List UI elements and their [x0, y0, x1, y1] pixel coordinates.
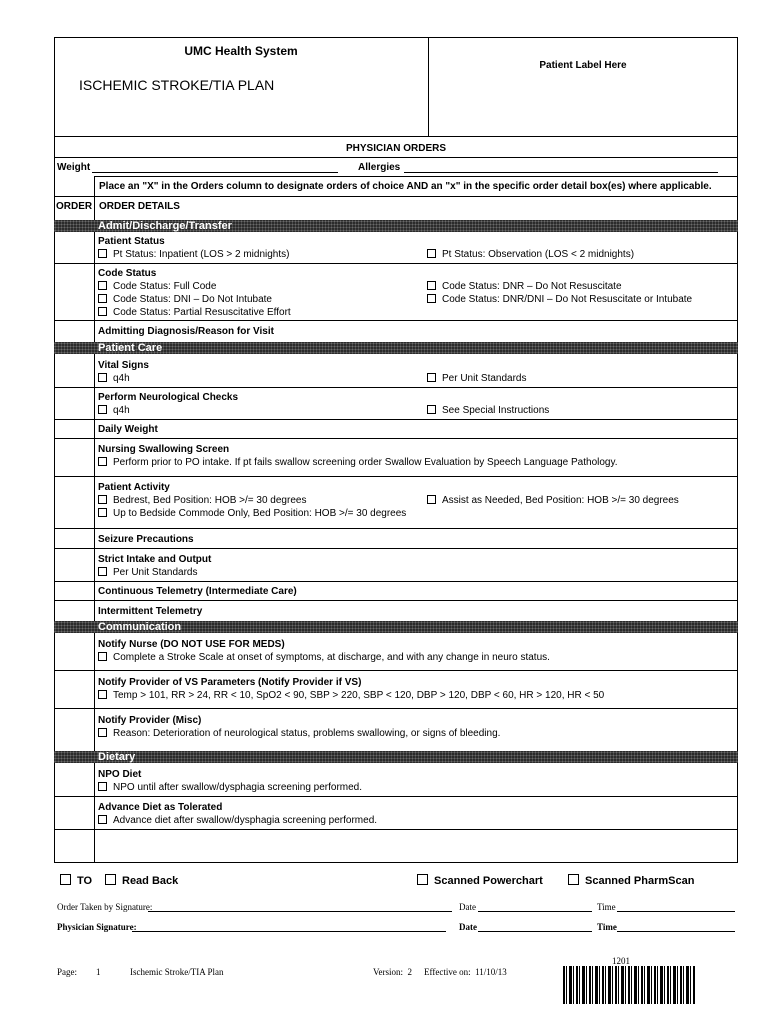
notify-vs-order	[98, 676, 604, 702]
checkbox[interactable]	[568, 874, 579, 885]
scanned-pharmscan-check	[568, 874, 694, 887]
document-name: Ischemic Stroke/TIA Plan	[130, 967, 224, 977]
order-title: Advance Diet as Tolerated	[98, 802, 223, 813]
option-label: Code Status: Partial Resuscitative Effort	[113, 307, 291, 318]
section-band-communication	[54, 621, 738, 633]
section-title: Admit/Discharge/Transfer	[98, 220, 232, 232]
order-column-header: ORDER	[56, 201, 93, 212]
physician-orders-heading: PHYSICIAN ORDERS	[345, 143, 446, 154]
checkbox[interactable]	[427, 405, 436, 414]
checkbox[interactable]	[98, 457, 107, 466]
notify-misc-order	[98, 714, 500, 740]
option-label: q4h	[113, 405, 130, 416]
code-status-order-right	[427, 280, 692, 306]
checkbox[interactable]	[98, 815, 107, 824]
option-label: q4h	[113, 373, 130, 384]
option-label: Code Status: Full Code	[113, 281, 217, 292]
divider	[54, 528, 738, 529]
barcode	[563, 966, 695, 1004]
option-label: Per Unit Standards	[113, 567, 198, 578]
to-label: TO	[77, 875, 93, 887]
neuro-checks-order	[98, 391, 238, 417]
date-label: Date	[459, 922, 477, 932]
checkbox[interactable]	[98, 690, 107, 699]
allergies-field[interactable]	[404, 172, 718, 173]
effective-date: Effective on: 11/10/13	[424, 967, 507, 977]
order-title: Notify Provider (Misc)	[98, 715, 202, 726]
checkbox[interactable]	[98, 294, 107, 303]
order-taken-signature-field[interactable]	[148, 911, 452, 912]
patient-activity-order-right	[427, 494, 679, 507]
checkbox[interactable]	[98, 405, 107, 414]
checkbox[interactable]	[417, 874, 428, 885]
order-title: Notify Nurse (DO NOT USE FOR MEDS)	[98, 639, 285, 650]
code-status-order	[98, 267, 291, 319]
time-field[interactable]	[617, 911, 735, 912]
vital-signs-order-right	[427, 372, 527, 385]
patient-label: Patient Label Here	[539, 60, 627, 71]
order-title: Vital Signs	[98, 360, 149, 371]
checkbox[interactable]	[427, 249, 436, 258]
divider	[54, 263, 738, 264]
details-column-header: ORDER DETAILS	[99, 201, 180, 212]
divider	[54, 438, 738, 439]
physician-signature-label: Physician Signature:	[57, 922, 137, 932]
option-label: Code Status: DNR – Do Not Resuscitate	[442, 281, 622, 292]
option-label: Complete a Stroke Scale at onset of symptoms, at discharge, and with any change in neuro status.	[113, 652, 550, 663]
divider	[54, 548, 738, 549]
section-title: Patient Care	[98, 342, 163, 354]
option-label: Temp > 101, RR > 24, RR < 10, SpO2 < 90, SBP > 220, SBP < 120, DBP > 120, DBP < 60, HR > 120, HR < 50	[113, 690, 605, 701]
time-label: Time	[597, 902, 616, 912]
checkbox[interactable]	[98, 728, 107, 737]
weight-label: Weight	[57, 162, 91, 173]
divider	[94, 176, 738, 177]
checkbox[interactable]	[98, 652, 107, 661]
option-label: NPO until after swallow/dysphagia screening performed.	[113, 782, 363, 793]
section-band-admit	[54, 220, 738, 232]
option-label: Advance diet after swallow/dysphagia screening performed.	[113, 815, 378, 826]
order-title: Code Status	[98, 268, 157, 279]
intermittent-telemetry-order: Intermittent Telemetry	[98, 606, 203, 617]
order-title: Patient Activity	[98, 482, 170, 493]
patient-status-order	[98, 235, 289, 261]
section-band-patient-care	[54, 342, 738, 354]
physician-signature-field[interactable]	[132, 931, 446, 932]
version-label: Version: 2	[373, 967, 412, 977]
checkbox[interactable]	[98, 307, 107, 316]
option-label: Reason: Deterioration of neurological status, problems swallowing, or signs of bleeding.	[113, 728, 501, 739]
order-taken-signature-row	[57, 902, 152, 912]
checkbox[interactable]	[427, 281, 436, 290]
continuous-telemetry-order: Continuous Telemetry (Intermediate Care)	[98, 586, 297, 597]
option-label: Up to Bedside Commode Only, Bed Position: HOB >/= 30 degrees	[113, 508, 407, 519]
option-label: Bedrest, Bed Position: HOB >/= 30 degrees	[113, 495, 307, 506]
advance-diet-order	[98, 801, 377, 827]
checkbox[interactable]	[427, 294, 436, 303]
notify-nurse-order	[98, 638, 550, 664]
order-title: Notify Provider of VS Parameters (Notify Provider if VS)	[98, 677, 362, 688]
section-title: Dietary	[98, 751, 136, 763]
checkbox[interactable]	[427, 373, 436, 382]
option-label: Per Unit Standards	[442, 373, 527, 384]
checkbox[interactable]	[98, 281, 107, 290]
divider	[54, 796, 738, 797]
scanned-powerchart-label: Scanned Powerchart	[434, 875, 543, 887]
checkbox[interactable]	[98, 782, 107, 791]
option-label: Pt Status: Inpatient (LOS > 2 midnights)	[113, 249, 290, 260]
daily-weight-order: Daily Weight	[98, 424, 158, 435]
option-label: Assist as Needed, Bed Position: HOB >/= 30 degrees	[442, 495, 679, 506]
option-label: See Special Instructions	[442, 405, 550, 416]
order-title: Perform Neurological Checks	[98, 392, 239, 403]
order-title: Nursing Swallowing Screen	[98, 444, 230, 455]
divider	[54, 157, 738, 158]
checkbox[interactable]	[98, 567, 107, 576]
divider	[54, 708, 738, 709]
vital-signs-order	[98, 359, 149, 385]
order-title: NPO Diet	[98, 769, 142, 780]
read-back-label: Read Back	[122, 875, 179, 887]
checkbox[interactable]	[427, 495, 436, 504]
scanned-powerchart-check	[417, 874, 543, 887]
section-band-dietary	[54, 751, 738, 763]
instruction-text: Place an "X" in the Orders column to designate orders of choice AND an "x" in the specific order detail box(es) where applicable.	[99, 181, 712, 192]
page-label: Page:	[57, 967, 77, 977]
order-taken-label: Order Taken by Signature:	[57, 902, 153, 912]
admitting-diagnosis-order: Admitting Diagnosis/Reason for Visit	[98, 326, 274, 337]
order-title: Strict Intake and Output	[98, 554, 212, 565]
read-back-check	[105, 874, 178, 887]
divider	[54, 320, 738, 321]
intake-output-order	[98, 553, 211, 579]
section-title: Communication	[98, 621, 182, 633]
plan-title: ISCHEMIC STROKE/TIA PLAN	[79, 77, 275, 93]
divider	[54, 476, 738, 477]
checkbox[interactable]	[98, 249, 107, 258]
option-label: Code Status: DNR/DNI – Do Not Resuscitate or Intubate	[442, 294, 693, 305]
checkbox[interactable]	[98, 495, 107, 504]
patient-activity-order	[98, 481, 406, 520]
to-check	[60, 874, 92, 887]
date-label: Date	[459, 902, 476, 912]
divider	[54, 600, 738, 601]
divider	[54, 419, 738, 420]
checkbox[interactable]	[98, 508, 107, 517]
time-field[interactable]	[617, 931, 735, 932]
weight-field[interactable]	[92, 172, 338, 173]
scanned-pharmscan-label: Scanned PharmScan	[585, 875, 695, 887]
option-label: Code Status: DNI – Do Not Intubate	[113, 294, 272, 305]
org-name: UMC Health System	[184, 44, 298, 58]
allergies-label: Allergies	[358, 162, 401, 173]
order-title: Patient Status	[98, 236, 165, 247]
npo-diet-order	[98, 768, 362, 794]
form-number: 1201	[612, 956, 630, 966]
option-label: Pt Status: Observation (LOS < 2 midnights)	[442, 249, 635, 260]
divider	[54, 387, 738, 388]
patient-status-order-right	[427, 248, 634, 261]
neuro-checks-order-right	[427, 404, 549, 417]
date-field[interactable]	[478, 931, 592, 932]
date-field[interactable]	[478, 911, 592, 912]
swallow-screen-order	[98, 443, 618, 469]
checkbox[interactable]	[98, 373, 107, 382]
checkbox[interactable]	[105, 874, 116, 885]
divider	[54, 581, 738, 582]
checkbox[interactable]	[60, 874, 71, 885]
seizure-precautions-order: Seizure Precautions	[98, 534, 194, 545]
page-number: 1	[96, 967, 101, 977]
divider	[54, 829, 738, 830]
divider	[54, 196, 738, 197]
header-divider	[428, 37, 429, 137]
divider	[54, 670, 738, 671]
time-label: Time	[597, 922, 617, 932]
option-label: Perform prior to PO intake. If pt fails swallow screening order Swallow Evaluation by Speech Language Pathology.	[113, 457, 618, 468]
